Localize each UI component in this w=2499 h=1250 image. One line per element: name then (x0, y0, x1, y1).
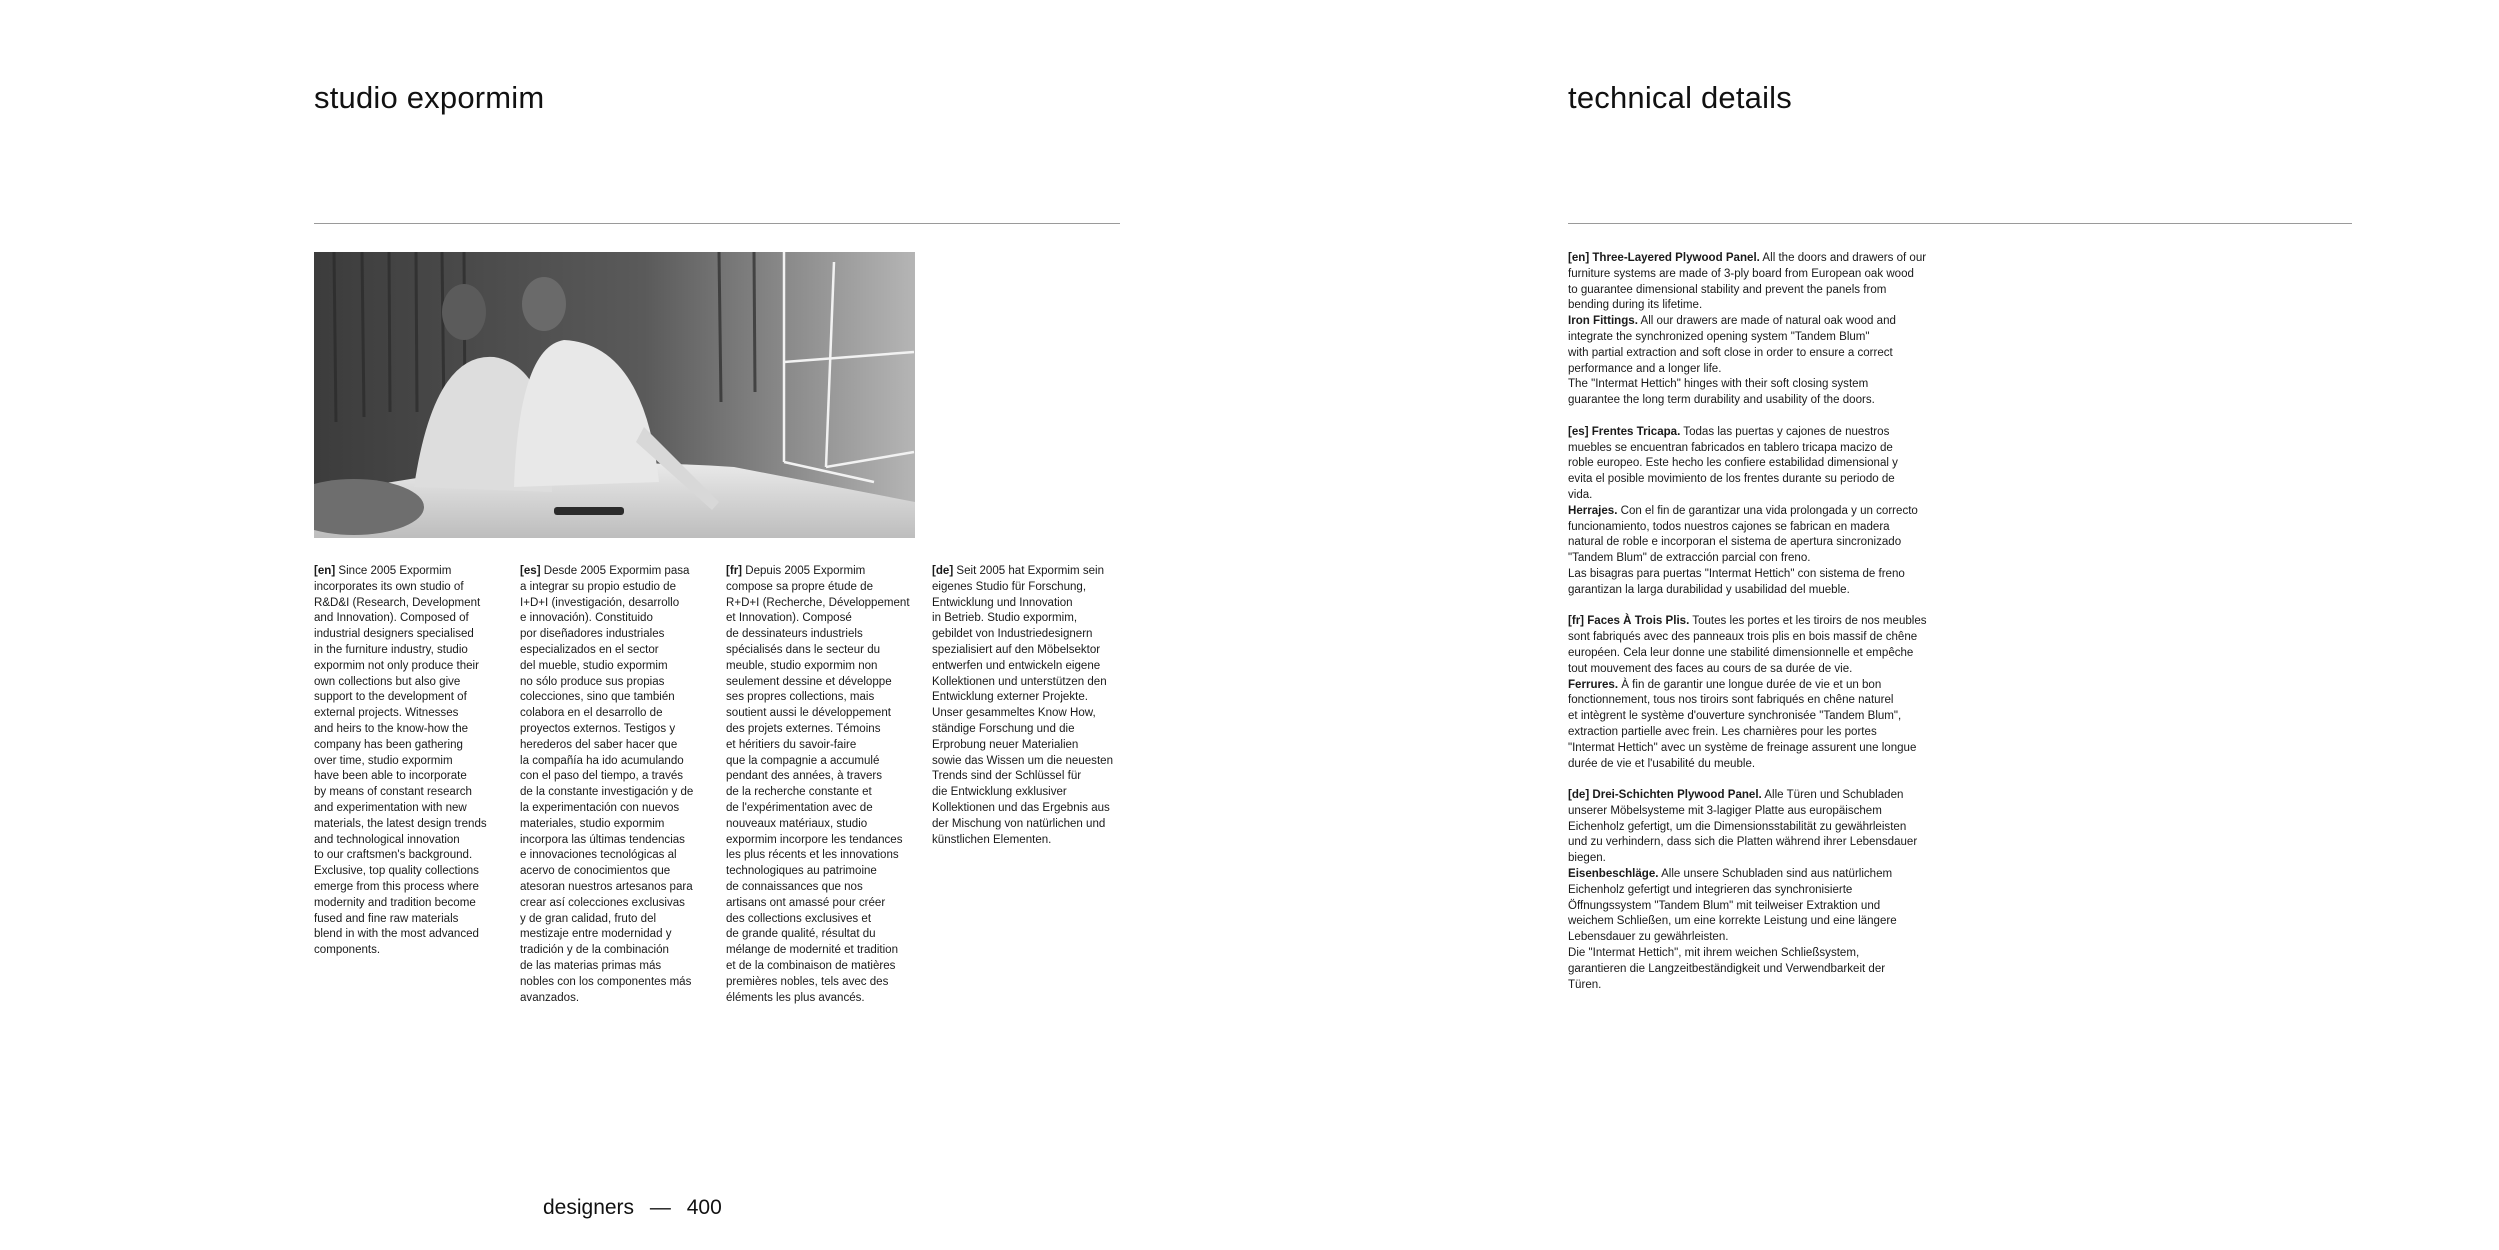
tech-line: et intègrent le système d'ouverture synchronisée "Tandem Blum", (1568, 710, 1902, 723)
tech-line: durée de vie et l'usabilité du meuble. (1568, 757, 1756, 770)
column-line: tradición y de la combinación (520, 944, 669, 957)
column-line: Erprobung neuer Materialien (932, 738, 1079, 751)
column-line: de l'expérimentation avec de (726, 801, 873, 814)
footer-dash: — (649, 1196, 671, 1219)
tech-heading: Ferrures. (1568, 678, 1619, 691)
column-line: ses propres collections, mais (726, 691, 875, 704)
tech-line: Eichenholz gefertigt, um die Dimensionsstabilität zu gewährleisten (1568, 820, 1907, 833)
column-line: compose sa propre étude de (726, 580, 873, 593)
studio-photo (314, 252, 915, 538)
column-line: e innovación). Constituido (520, 612, 653, 625)
language-tag: [es] (520, 565, 541, 577)
column-line: have been able to incorporate (314, 770, 467, 783)
column-line: I+D+I (investigación, desarrollo (520, 596, 680, 609)
column-line: spécialisés dans le secteur du (726, 643, 881, 656)
column-line: nouveaux matériaux, studio (726, 817, 868, 830)
tech-line: integrate the synchronized opening system "Tandem Blum" (1568, 330, 1870, 343)
column-line: artisans ont amassé pour créer (726, 896, 886, 909)
tech-line: Lebensdauer zu gewährleisten. (1568, 931, 1729, 944)
tech-line: to guarantee dimensional stability and prevent the panels from (1568, 283, 1887, 296)
column-line: no sólo produce sus propias (520, 675, 665, 688)
page-title-studio: studio expormim (314, 80, 545, 115)
column-line: technologiques au patrimoine (726, 865, 877, 878)
language-tag: [en] (314, 565, 336, 577)
column-line: Exclusive, top quality collections (314, 865, 479, 878)
column-line: soutient aussi le développement (726, 707, 891, 720)
tech-line: performance and a longer life. (1568, 362, 1722, 375)
column-line: de grande qualité, résultat du (726, 928, 876, 941)
tech-first-line: Iron Fittings. All our drawers are made of natural oak wood and (1568, 315, 1896, 328)
tech-line: garantizan la larga durabilidad y usabilidad del mueble. (1568, 583, 1850, 596)
column-en (314, 564, 507, 959)
column-line: mélange de modernité et tradition (726, 944, 899, 957)
divider-right (1568, 223, 2352, 224)
tech-heading: Eisenbeschläge. (1568, 868, 1659, 881)
column-line: R&D&I (Research, Development (314, 596, 481, 609)
block-gap (1568, 409, 1948, 425)
column-line: die Entwicklung exklusiver (932, 786, 1067, 799)
tech-line: weichem Schließen, um eine korrekte Leistung und eine längere (1568, 915, 1897, 928)
column-line: external projects. Witnesses (314, 707, 459, 720)
tech-line: tout mouvement des faces au cours de sa durée de vie. (1568, 662, 1853, 675)
column-line: materiales, studio expormim (520, 817, 665, 830)
column-es (520, 564, 713, 1006)
column-line: and Innovation). Composed of (314, 612, 469, 625)
column-line: gebildet von Industriedesignern (932, 628, 1093, 641)
tech-line: furniture systems are made of 3-ply board from European oak wood (1568, 267, 1914, 280)
column-first-line: [en] Since 2005 Expormim (314, 565, 452, 577)
column-line: and technological innovation (314, 833, 460, 846)
divider-left (314, 223, 1120, 224)
page-title-technical: technical details (1568, 80, 1792, 115)
tech-line: extraction partielle avec frein. Les charnières pour les portes (1568, 725, 1877, 738)
column-line: seulement dessine et développe (726, 675, 892, 688)
tech-line: muebles se encuentran fabricados en tablero tricapa macizo de (1568, 441, 1893, 454)
column-line: own collections but also give (314, 675, 461, 688)
column-line: blend in with the most advanced (314, 928, 479, 941)
tech-line: "Tandem Blum" de extracción parcial con freno. (1568, 552, 1811, 565)
tech-line: biegen. (1568, 852, 1606, 865)
language-tag: [de] (932, 565, 954, 577)
column-first-line: [de] Seit 2005 hat Expormim sein (932, 565, 1104, 577)
tech-line: garantieren die Langzeitbeständigkeit und Verwendbarkeit der (1568, 962, 1886, 975)
tech-line: Öffnungssystem "Tandem Blum" mit teilweiser Extraktion und (1568, 899, 1881, 912)
column-line: premières nobles, tels avec des (726, 975, 889, 988)
footer-page-number: 400 (686, 1196, 722, 1219)
column-line: des projets externes. Témoins (726, 722, 881, 735)
column-line: meuble, studio expormim non (726, 659, 878, 672)
column-line: proyectos externos. Testigos y (520, 722, 676, 735)
footer-section: designers (543, 1196, 635, 1219)
tech-first-line: [de] Drei-Schichten Plywood Panel. Alle Türen und Schubladen (1568, 789, 1904, 802)
column-line: emerge from this process where (314, 880, 479, 893)
column-line: con el paso del tiempo, a través (520, 770, 684, 783)
column-line: spezialisiert auf den Möbelsektor (932, 643, 1101, 656)
tech-line: fonctionnement, tous nos tiroirs sont fabriqués en chêne naturel (1568, 694, 1894, 707)
column-line: incorpora las últimas tendencias (520, 833, 685, 846)
tech-line: unserer Möbelsysteme mit 3-lagiger Platte aus europäischem (1568, 804, 1882, 817)
column-line: and experimentation with new (314, 801, 467, 814)
tech-first-line: Ferrures. À fin de garantir une longue durée de vie et un bon (1568, 678, 1882, 691)
tech-heading: [en] Three-Layered Plywood Panel. (1568, 252, 1760, 264)
column-line: ständige Forschung und die (932, 722, 1075, 735)
column-line: expormim incorpore les tendances (726, 833, 903, 846)
column-line: et de la combinaison de matières (726, 959, 896, 972)
column-line: mestizaje entre modernidad y (520, 928, 672, 941)
tech-first-line: Herrajes. Con el fin de garantizar una vida prolongada y un correcto (1568, 504, 1918, 517)
tech-line: The "Intermat Hettich" hinges with their soft closing system (1568, 378, 1869, 391)
column-line: especializados en el sector (520, 643, 659, 656)
column-line: company has been gathering (314, 738, 463, 751)
column-line: expormim not only produce their (314, 659, 479, 672)
column-line: Entwicklung externer Projekte. (932, 691, 1088, 704)
column-line: eigenes Studio für Forschung, (932, 580, 1087, 593)
tech-heading: Iron Fittings. (1568, 315, 1638, 328)
tech-line: Türen. (1568, 978, 1602, 991)
column-line: R+D+I (Recherche, Développement (726, 596, 910, 609)
column-line: herederos del saber hacer que (520, 738, 678, 751)
column-line: nobles con los componentes más (520, 975, 692, 988)
column-line: colecciones, sino que también (520, 691, 675, 704)
column-line: sowie das Wissen um die neuesten (932, 754, 1113, 767)
column-line: Trends sind der Schlüssel für (932, 770, 1082, 783)
column-line: materials, the latest design trends (314, 817, 487, 830)
column-line: e innovaciones tecnológicas al (520, 849, 677, 862)
tech-line: roble europeo. Este hecho les confiere estabilidad dimensional y (1568, 457, 1898, 470)
column-line: de dessinateurs industriels (726, 628, 863, 641)
tech-heading: [es] Frentes Tricapa. (1568, 425, 1681, 438)
tech-line: européen. Cela leur donne une stabilité dimensionnelle et empêche (1568, 646, 1914, 659)
column-line: de las materias primas más (520, 959, 662, 972)
column-line: Entwicklung und Innovation (932, 596, 1073, 609)
column-line: Unser gesammeltes Know How, (932, 707, 1096, 720)
column-line: atesoran nuestros artesanos para (520, 880, 693, 893)
column-line: y de gran calidad, fruto del (520, 912, 657, 925)
column-line: et héritiers du savoir-faire (726, 738, 857, 751)
tech-first-line: Eisenbeschläge. Alle unsere Schubladen sind aus natürlichem (1568, 868, 1893, 881)
tech-line: vida. (1568, 488, 1593, 501)
column-line: incorporates its own studio of (314, 580, 464, 593)
tech-line: natural de roble e incorporan el sistema de apertura sincronizado (1568, 536, 1902, 549)
tech-line: Las bisagras para puertas "Intermat Hettich" con sistema de freno (1568, 567, 1905, 580)
tech-line: guarantee the long term durability and usability of the doors. (1568, 394, 1875, 407)
column-line: la experimentación con nuevos (520, 801, 680, 814)
tech-line: Die "Intermat Hettich", mit ihrem weichen Schließsystem, (1568, 947, 1860, 960)
tech-line: Eichenholz gefertigt und integrieren das synchronisierte (1568, 883, 1853, 896)
column-line: colabora en el desarrollo de (520, 707, 663, 720)
tech-line: bending during its lifetime. (1568, 299, 1703, 312)
tech-line: und zu verhindern, dass sich die Platten während ihrer Lebensdauer (1568, 836, 1918, 849)
column-line: acervo de conocimientos que (520, 865, 671, 878)
column-line: in the furniture industry, studio (314, 643, 468, 656)
column-first-line: [es] Desde 2005 Expormim pasa (520, 565, 690, 577)
tech-first-line: [fr] Faces À Trois Plis. Toutes les portes et les tiroirs de nos meubles (1568, 615, 1927, 628)
column-line: éléments les plus avancés. (726, 991, 865, 1004)
column-first-line: [fr] Depuis 2005 Expormim (726, 565, 866, 577)
tech-line: funcionamiento, todos nuestros cajones se fabrican en madera (1568, 520, 1890, 533)
column-line: to our craftsmen's background. (314, 849, 473, 862)
column-line: modernity and tradition become (314, 896, 476, 909)
column-line: künstlichen Elementen. (932, 833, 1052, 846)
column-line: over time, studio expormim (314, 754, 453, 767)
tech-line: sont fabriqués avec des panneaux trois plis en bois massif de chêne (1568, 631, 1918, 644)
column-line: la compañía ha ido acumulando (520, 754, 684, 767)
column-line: de la recherche constante et (726, 786, 872, 799)
tech-line: evita el posible movimiento de los frentes durante su periodo de (1568, 473, 1895, 486)
column-line: a integrar su propio estudio de (520, 580, 676, 593)
technical-details-text (1568, 251, 1948, 993)
tech-first-line: [es] Frentes Tricapa. Todas las puertas y cajones de nuestros (1568, 425, 1890, 438)
block-gap (1568, 599, 1948, 615)
tech-line: with partial extraction and soft close in order to ensure a correct (1568, 346, 1893, 359)
tech-heading: Herrajes. (1568, 504, 1618, 517)
block-gap (1568, 772, 1948, 788)
column-line: fused and fine raw materials (314, 912, 459, 925)
tech-first-line: [en] Three-Layered Plywood Panel. All the doors and drawers of our (1568, 252, 1927, 264)
column-line: pendant des années, à travers (726, 770, 882, 783)
tech-line: "Intermat Hettich" avec un système de freinage assurent une longue (1568, 741, 1917, 754)
column-line: der Mischung von natürlichen und (932, 817, 1106, 830)
column-line: and heirs to the know-how the (314, 722, 469, 735)
column-line: industrial designers specialised (314, 628, 474, 641)
column-line: Kollektionen und unterstützen den (932, 675, 1107, 688)
column-line: support to the development of (314, 691, 467, 704)
column-de (932, 564, 1125, 848)
column-line: des collections exclusives et (726, 912, 872, 925)
tech-heading: [fr] Faces À Trois Plis. (1568, 615, 1690, 628)
column-fr (726, 564, 919, 1006)
column-line: entwerfen und entwickeln eigene (932, 659, 1101, 672)
column-line: de connaissances que nos (726, 880, 863, 893)
column-line: por diseñadores industriales (520, 628, 665, 641)
column-line: Kollektionen und das Ergebnis aus (932, 801, 1110, 814)
column-line: que la compagnie a accumulé (726, 754, 880, 767)
column-line: et Innovation). Composé (726, 612, 852, 625)
column-line: del mueble, studio expormim (520, 659, 668, 672)
column-line: de la constante investigación y de (520, 786, 694, 799)
tech-heading: [de] Drei-Schichten Plywood Panel. (1568, 789, 1762, 802)
column-line: components. (314, 944, 381, 957)
column-line: by means of constant research (314, 786, 472, 799)
column-line: in Betrieb. Studio expormim, (932, 612, 1078, 625)
language-tag: [fr] (726, 565, 743, 577)
column-line: avanzados. (520, 991, 580, 1004)
page-footer (543, 1196, 722, 1220)
column-line: les plus récents et les innovations (726, 849, 899, 862)
column-line: crear así colecciones exclusivas (520, 896, 685, 909)
